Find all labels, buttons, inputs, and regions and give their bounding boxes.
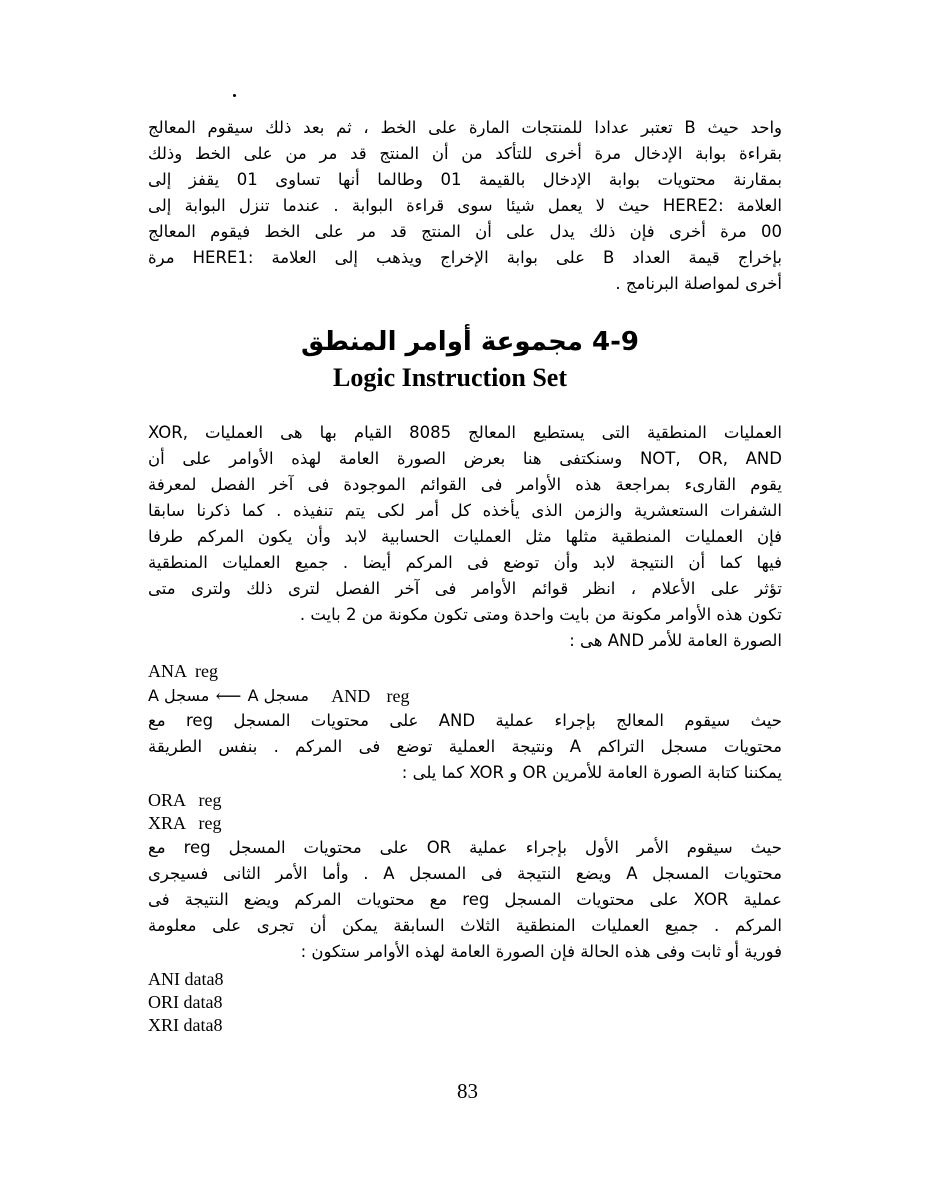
and-paragraph — [148, 708, 782, 786]
text-line: فإن العمليات المنطقية مثلها مثل العمليات الحسابية لابد وأن يكون المركم طرفا — [148, 527, 782, 546]
text-line: تكون هذه الأوامر مكونة من بايت واحدة ومتى تكون مكونة من 2 بايت . — [299, 605, 782, 624]
section-heading-english: Logic Instruction Set — [333, 363, 567, 392]
operation-operand-a: مسجل A — [247, 686, 309, 706]
stray-mark — [233, 94, 236, 97]
intro-paragraph — [148, 115, 782, 297]
text-line: بمقارنة محتويات بوابة الإدخال بالقيمة 01 وطالما أنها تساوى 01 يقفز إلى — [148, 170, 782, 189]
operation-operand-b: reg — [386, 686, 410, 707]
text-line: حيث سيقوم الأمر الأول بإجراء عملية OR على محتويات المسجل reg مع — [148, 838, 782, 857]
ana-code-block — [148, 660, 218, 683]
or-xor-code-block — [148, 789, 222, 835]
code-line: XRI data8 — [148, 1015, 223, 1035]
ana-operation — [148, 683, 468, 707]
or-xor-paragraph — [148, 835, 782, 965]
code-line: ANA reg — [148, 661, 218, 681]
text-line: العمليات المنطقية التى يستطيع المعالج 8085 القيام بها هى العمليات ,XOR — [148, 423, 782, 442]
text-line: محتويات المسجل A ويضع النتيجة فى المسجل A . وأما الأمر الثانى فسيجرى — [148, 864, 782, 883]
text-line: تؤثر على الأعلام ، انظر قوائم الأوامر فى آخر الفصل لترى ذلك ولترى متى — [148, 579, 782, 598]
text-line: الشفرات الستعشرية والزمن الذى يأخذه كل أمر لكى يتم تنفيذه . كما ذكرنا سابقا — [148, 501, 782, 520]
text-line: المركم . جميع العمليات المنطقية الثلاث السابقة يمكن أن تجرى على معلومة — [148, 916, 782, 935]
arrow-icon: ⟵ — [215, 686, 242, 707]
immediate-code-block — [148, 968, 223, 1037]
page-number: 83 — [457, 1079, 478, 1103]
code-line: ORI data8 — [148, 992, 223, 1012]
code-line: ORA reg — [148, 790, 222, 810]
text-line: يمكننا كتابة الصورة العامة للأمرين OR و XOR كما يلى : — [401, 763, 782, 782]
text-line: أخرى لمواصلة البرنامج . — [615, 274, 782, 293]
text-line: NOT, OR, AND وسنكتفى هنا بعرض الصورة العامة لهذه الأوامر على أن — [148, 449, 782, 468]
text-line: عملية XOR على محتويات المسجل reg مع محتويات المركم ويضع النتيجة فى — [148, 890, 782, 909]
section-heading-arabic: 4-9 مجموعة أوامر المنطق — [301, 327, 639, 357]
code-line: XRA reg — [148, 813, 222, 833]
text-line: حيث سيقوم المعالج بإجراء عملية AND على محتويات المسجل reg مع — [148, 711, 782, 730]
text-line: الصورة العامة للأمر AND هى : — [569, 631, 782, 650]
text-line: يقوم القارىء بمراجعة هذه الأوامر فى القوائم الموجودة فى آخر الفصل لمعرفة — [148, 475, 782, 494]
logic-paragraph — [148, 420, 782, 654]
text-line: العلامة :HERE2 حيث لا يعمل شيئا سوى قراءة البوابة . عندما تنزل البوابة إلى — [148, 196, 782, 215]
operation-result: مسجل A — [148, 686, 210, 706]
text-line: بإخراج قيمة العداد B على بوابة الإخراج ويذهب إلى العلامة :HERE1 مرة — [148, 248, 782, 267]
text-line: فورية أو ثابت وفى هذه الحالة فإن الصورة العامة لهذه الأوامر ستكون : — [300, 942, 782, 961]
text-line: بقراءة بوابة الإدخال مرة أخرى للتأكد من أن المنتج قد مر من على الخط وذلك — [148, 144, 782, 163]
text-line: فيها كما أن النتيجة لابد وأن توضع فى المركم أيضا . جميع العمليات المنطقية — [148, 553, 782, 572]
code-line: ANI data8 — [148, 969, 224, 989]
text-line: واحد حيث B تعتبر عدادا للمنتجات المارة على الخط ، ثم بعد ذلك سيقوم المعالج — [148, 118, 782, 137]
operation-operator: AND — [331, 686, 371, 707]
text-line: 00 مرة أخرى فإن ذلك يدل على أن المنتج قد مر على الخط فيقوم المعالج — [148, 222, 782, 241]
text-line: محتويات مسجل التراكم A ونتيجة العملية توضع فى المركم . بنفس الطريقة — [148, 737, 782, 756]
